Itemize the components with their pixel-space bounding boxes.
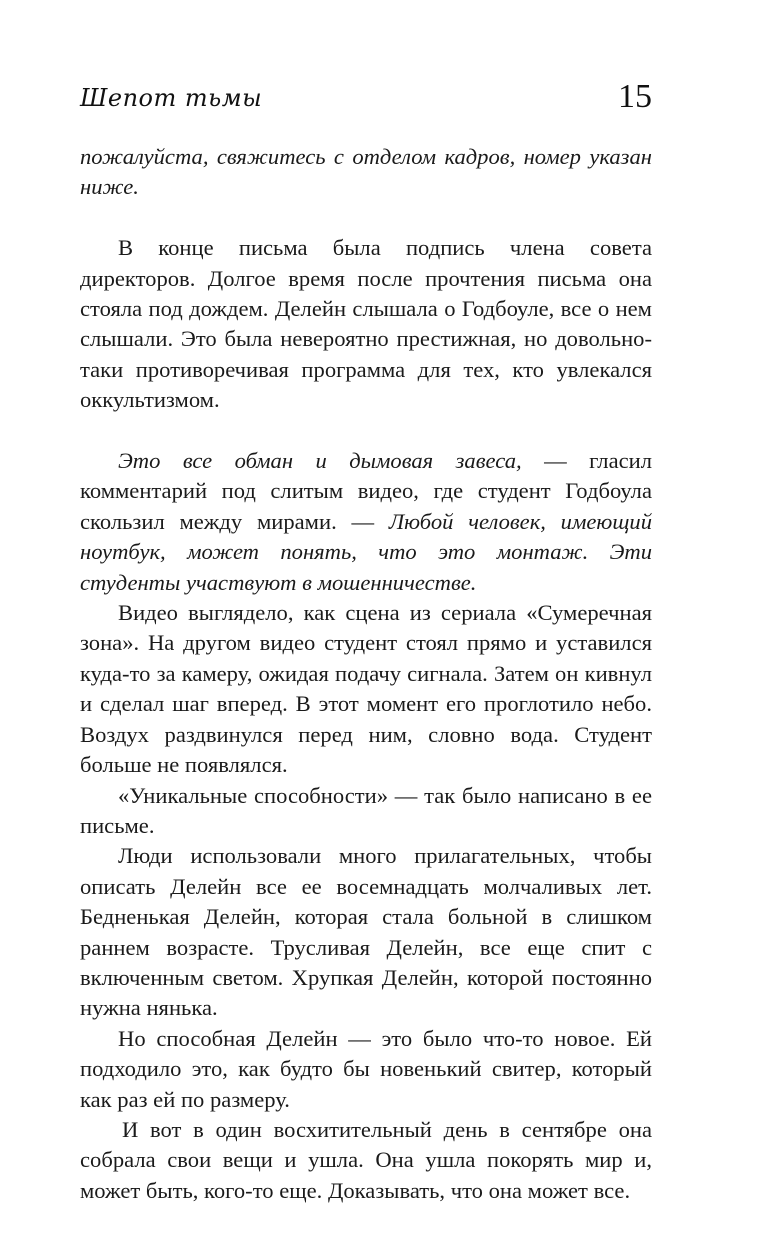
- comment-quote-2: Любой человек, имеющий ноутбук, может понять, что это монтаж. Эти студенты участвуют в мошенничестве.: [80, 508, 652, 595]
- letter-ending-text: пожалуйста, свяжитесь с отделом кадров, номер указан ниже.: [80, 144, 652, 200]
- comment-quote-1: Это все обман и дымовая завеса,: [118, 448, 522, 474]
- running-head: Шепот тьмы: [80, 84, 263, 112]
- comment-attribution: — гласил комментарий под слитым видео, где студент Годбоула скользил между мирами. —: [80, 448, 652, 534]
- paragraph-2: [80, 446, 652, 598]
- paragraph-5: Люди использовали много прилагательных, чтобы описать Делейн все ее восемнадцать молчаливых лет. Бедненькая Делейн, которая стала больной в слишком раннем возрасте. Трусливая Делейн, все еще спит с включенным светом. Хрупкая Делейн, которой постоянно нужна нянька.: [80, 843, 652, 1021]
- paragraph-4: «Уникальные способности» — так было написано в ее письме.: [80, 782, 652, 838]
- letter-ending: [80, 142, 652, 203]
- paragraph-6: Но способная Делейн — это было что-то новое. Ей подходило это, как будто бы новенький свитер, который как раз ей по размеру.: [80, 1025, 652, 1112]
- paragraph-3: Видео выглядело, как сцена из сериала «Сумеречная зона». На другом видео студент стоял прямо и уставился куда-то за камеру, ожидая подачу сигнала. Затем он кивнул и сделал шаг вперед. В этот момент его проглотило небо. Воздух раздвинулся перед ним, словно вода. Студент больше не появлялся.: [80, 600, 652, 778]
- paragraph-7: И вот в один восхитительный день в сентябре она собрала свои вещи и ушла. Она ушла покорять мир и, может быть, кого-то еще. Доказывать, что она может все.: [80, 1116, 652, 1203]
- body-text: [80, 142, 652, 1206]
- paragraph-1: В конце письма была подпись члена совета директоров. Долгое время после прочтения письма она стояла под дождем. Делейн слышала о Годбоуле, все о нем слышали. Это была невероятно престижная, но довольно-таки противоречивая программа для тех, кто увлекался оккультизмом.: [80, 235, 652, 413]
- page-number: 15: [618, 78, 652, 115]
